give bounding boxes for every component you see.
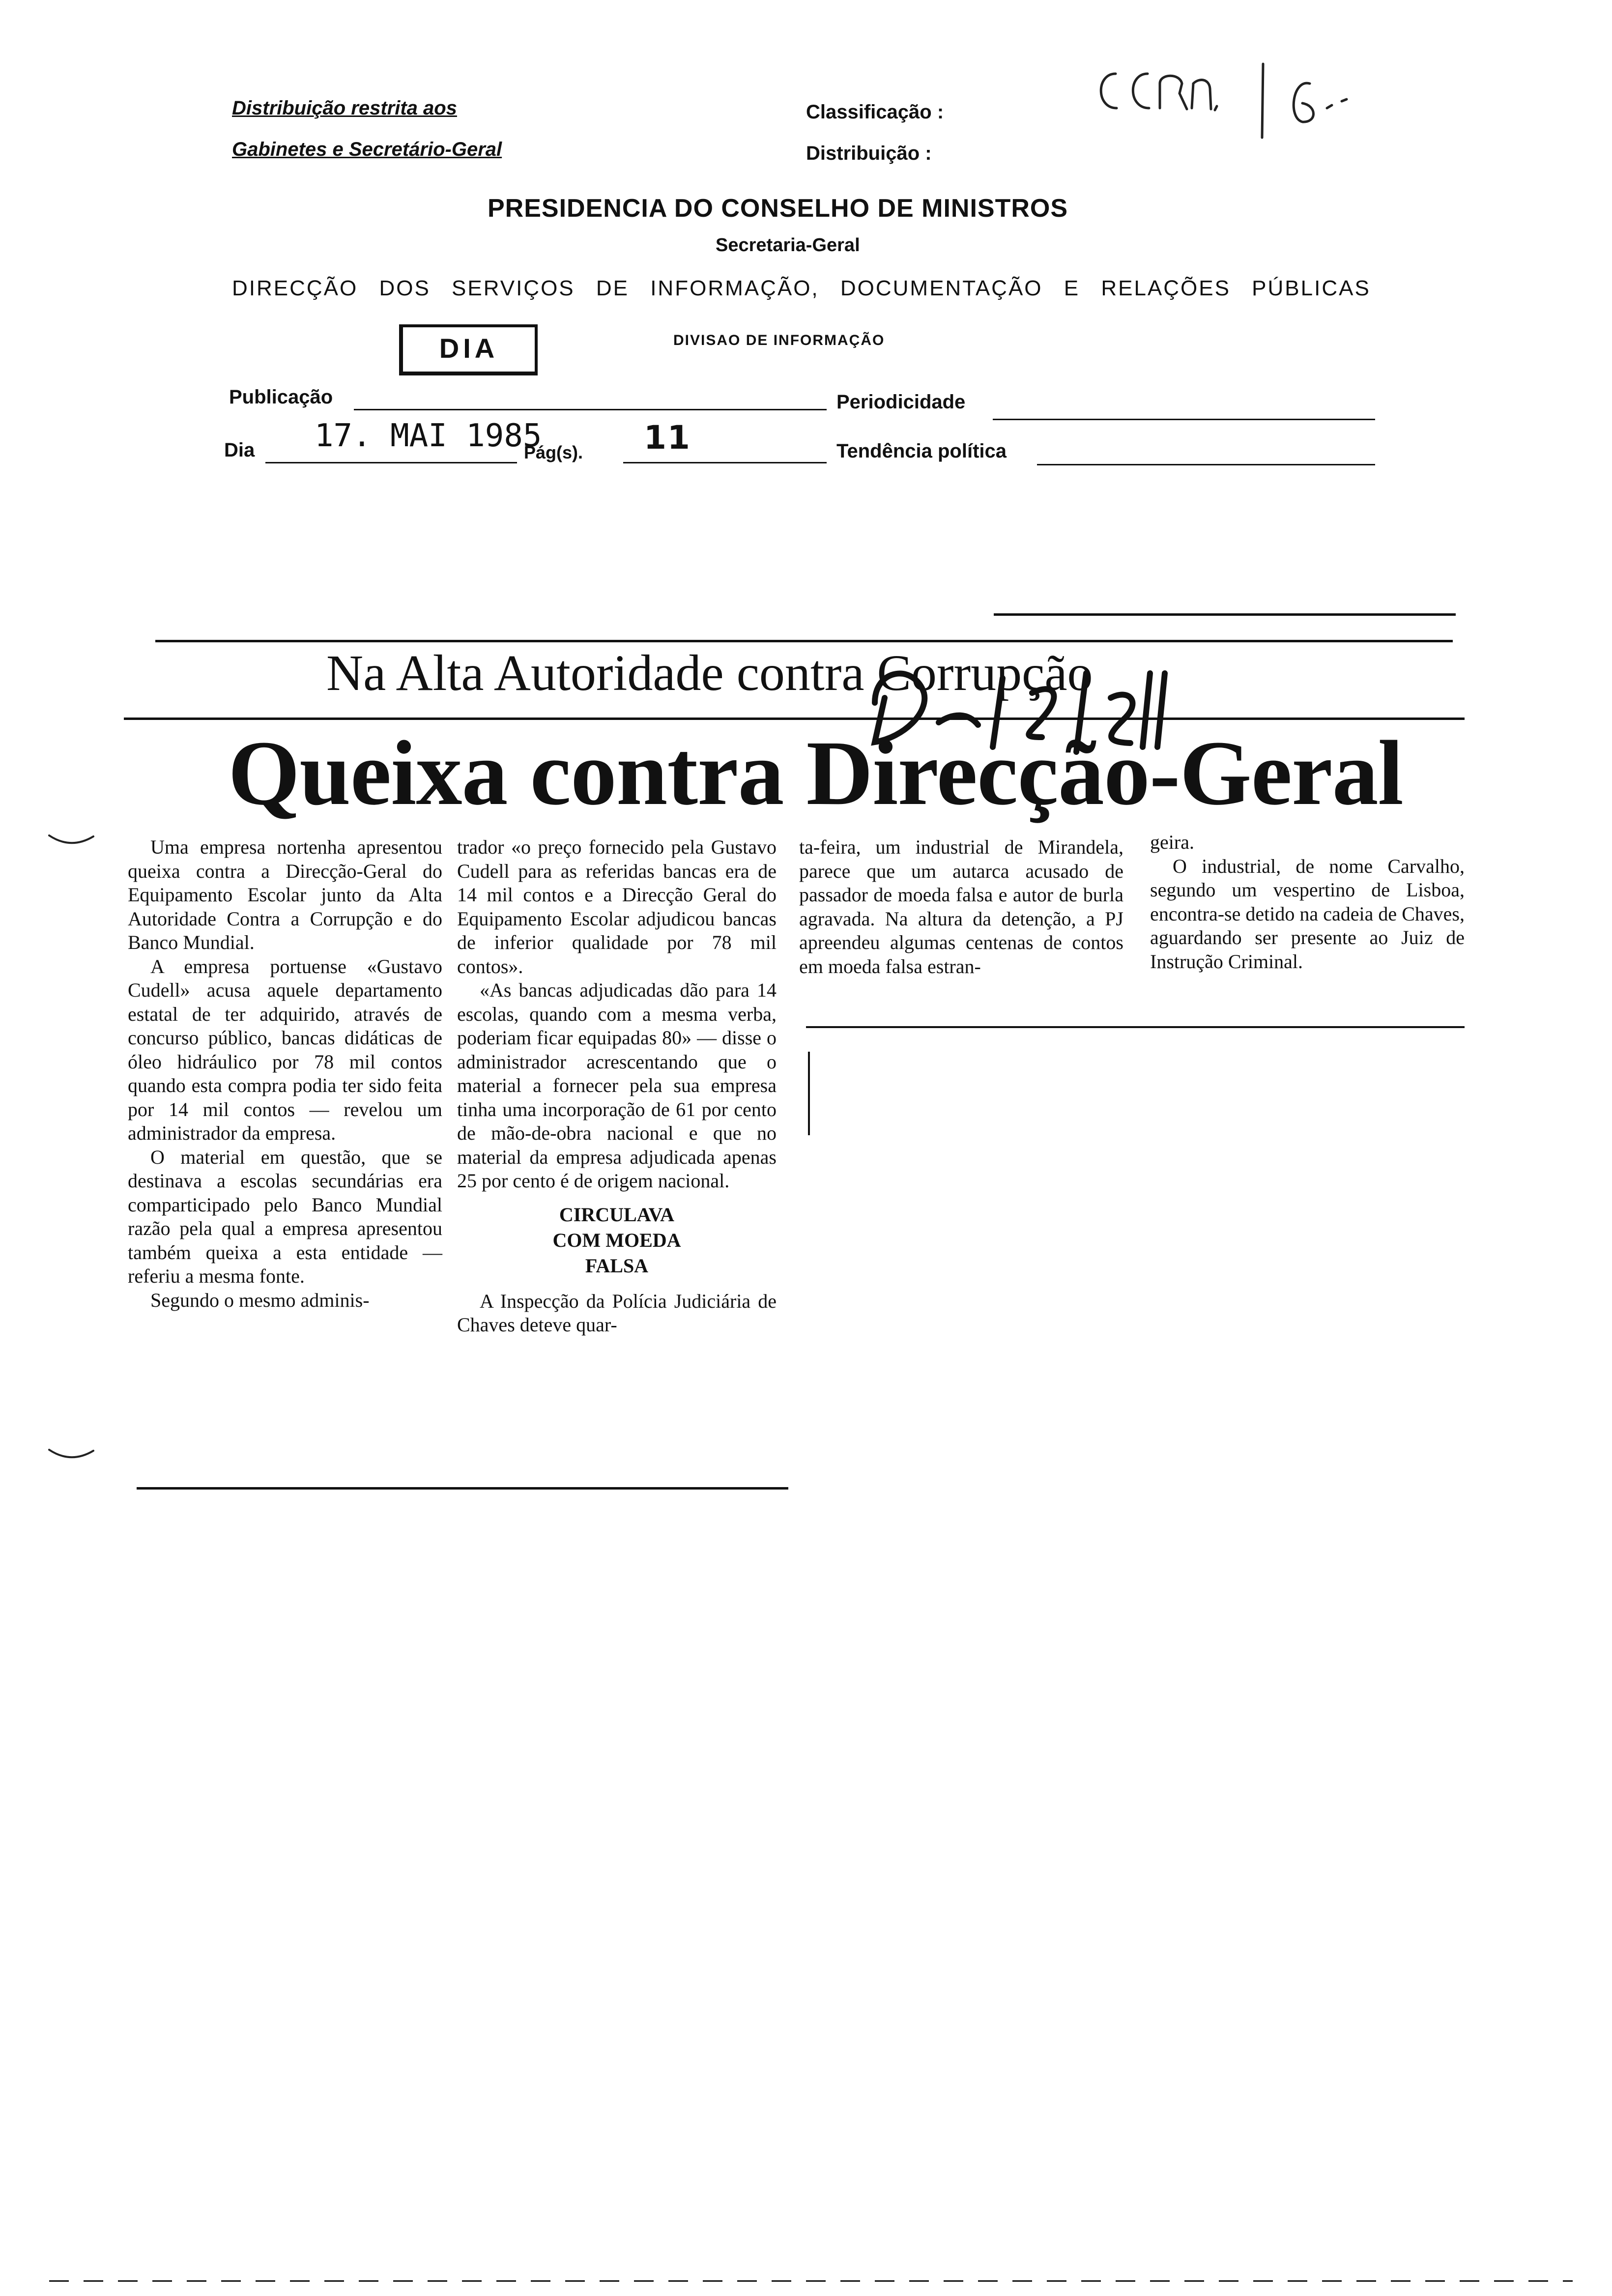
handwritten-date-scrawl [855,639,1189,767]
subheading-line: COM MOEDA [552,1229,681,1251]
organization-subtitle: Secretaria-Geral [716,235,860,256]
political-tendency-label: Tendência política [836,440,1007,462]
col2-paragraph: trador «o preço fornecido pela Gustavo Cudell para as referidas bancas era de 14 mil contos e a Direcção Geral do Equipamento Escolar adjudicou bancas de inferior qualidade por 78 mil contos». [457,836,777,977]
pages-value: 11 [644,419,691,457]
col4-paragraph: O industrial, de nome Carvalho, segundo um vespertino de Lisboa, encontra-se detido na cadeia de Chaves, aguardando ser presente ao Juiz de Instrução Criminal. [1150,855,1465,973]
date-value: 17. MAI 1985 [315,418,542,454]
kicker-top-rule [155,640,1453,642]
distribution-label: Distribuição : [806,143,932,164]
publication-stamp-text: DIA [439,333,499,364]
subheading-line: FALSA [585,1254,649,1277]
scan-margin-marks [44,826,103,1474]
column-3-margin-mark [808,1052,810,1135]
article-column-4 [1150,831,1465,974]
restricted-distribution-line2: Gabinetes e Secretário-Geral [232,139,502,160]
classification-label: Classificação : [806,101,944,123]
periodicity-field-line [993,419,1375,420]
day-field-line [265,462,517,463]
pages-field-line [623,462,827,463]
article-column-3 [799,835,1123,978]
clipping-bottom-rule [137,1487,788,1490]
col1-paragraph: Segundo o mesmo adminis- [150,1289,370,1311]
pages-label: Pág(s). [524,442,583,462]
col2-paragraph: A Inspecção da Polícia Judiciária de Chaves deteve quar- [457,1290,777,1336]
col1-paragraph: Uma empresa nortenha apresentou queixa contra a Direcção-Geral do Equipamento Escolar junto da Alta Autoridade Contra a Corrupção e do Banco Mundial. [128,836,442,953]
col2-paragraph: «As bancas adjudicadas dão para 14 escolas, quando com a mesma verba, poderiam ficar equipadas 80» — disse o administrador acrescentando que o material a fornecer pela sua empresa tinha uma incorporação de 61 por cento de mão-de-obra nacional e que no material da empresa adjudicada apenas 25 por cento é de origem nacional. [457,979,777,1192]
article-column-2 [457,835,777,1337]
col3-paragraph: ta-feira, um industrial de Mirandela, parece que um autarca acusado de passador de moeda falsa e autor de burla agravada. Na altura da detenção, a PJ apreendeu algumas centenas de contos em moeda falsa estran- [799,836,1123,977]
day-label: Dia [224,439,255,461]
division-label: DIVISAO DE INFORMAÇÃO [673,332,885,348]
col4-paragraph: geira. [1150,831,1194,853]
col1-paragraph: O material em questão, que se destinava a escolas secundárias era comparticipado pelo Banco Mundial razão pela qual a empresa apresentou também queixa a esta entidade — referiu a mesma fonte. [128,1146,442,1287]
publication-field-line [354,409,827,410]
article-subheading [457,1202,777,1279]
publication-stamp-box [399,324,538,375]
handwritten-reference-mark [1086,54,1391,152]
clipping-top-rule [994,613,1456,616]
column-3-bottom-rule [806,1026,1465,1028]
organization-title: PRESIDENCIA DO CONSELHO DE MINISTROS [488,194,1068,223]
article-column-1 [128,835,442,1312]
restricted-distribution-line1: Distribuição restrita aos [232,97,457,119]
periodicity-label: Periodicidade [836,391,966,413]
article-headline: Queixa contra Direcção-Geral [228,721,1403,824]
article-kicker: Na Alta Autoridade contra Corrupção [326,645,1093,701]
publication-label: Publicação [229,386,333,408]
page-bottom-edge [49,2280,1573,2282]
subheading-line: CIRCULAVA [559,1203,675,1226]
col1-paragraph: A empresa portuense «Gustavo Cudell» acusa aquele departamento estatal de ter adquirido, através de concurso público, bancas didáticas de óleo hidráulico por 78 mil contos quando esta compra podia ter sido feita por 14 mil contos — revelou um administrador da empresa. [128,955,442,1144]
political-tendency-field-line [1037,464,1375,465]
directorate-line: DIRECÇÃO DOS SERVIÇOS DE INFORMAÇÃO, DOCUMENTAÇÃO E RELAÇÕES PÚBLICAS [232,276,1371,300]
